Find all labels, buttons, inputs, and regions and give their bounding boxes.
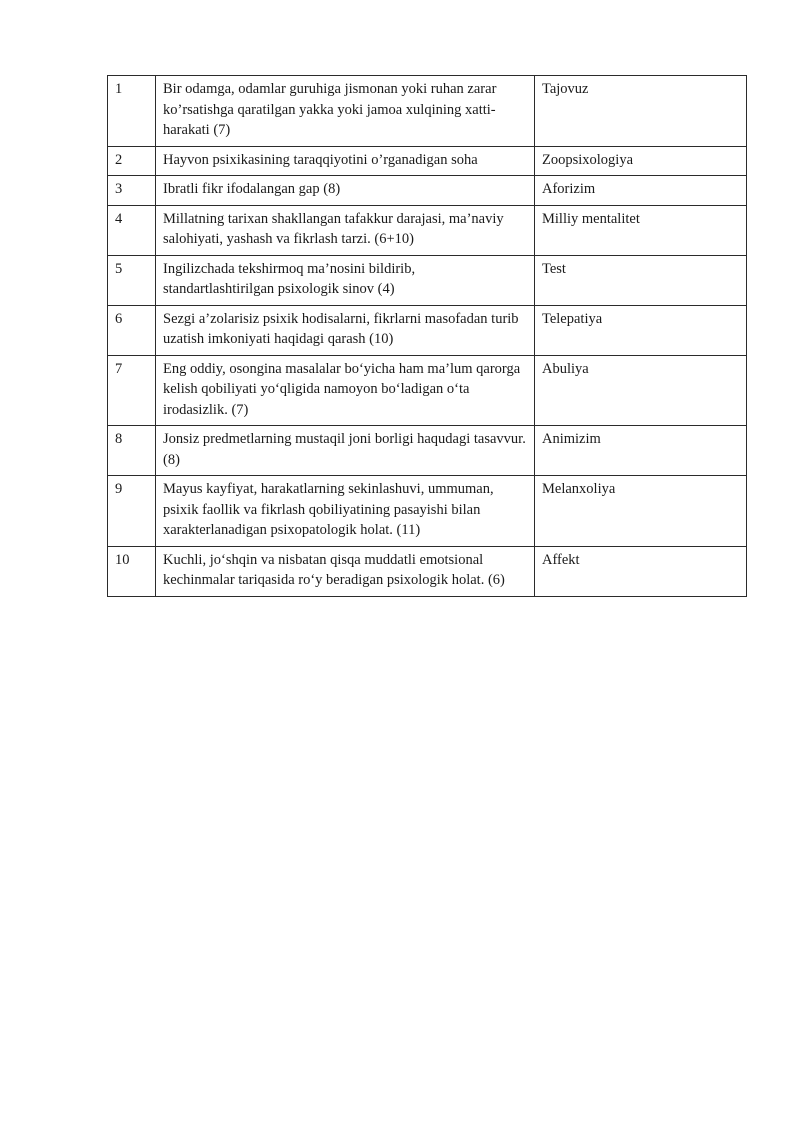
table-row <box>108 426 747 476</box>
table-row <box>108 176 747 206</box>
table-row <box>108 355 747 426</box>
row-number-cell: 9 <box>108 476 156 547</box>
description-cell: Hayvon psixikasining taraqqiyotini o’rganadigan soha <box>156 146 535 176</box>
row-number-cell: 4 <box>108 205 156 255</box>
answer-cell: Melanxoliya <box>535 476 747 547</box>
description-cell: Mayus kayfiyat, harakatlarning sekinlashuvi, ummuman, psixik faollik va fikrlash qobiliyatining pasayishi bilan xarakterlanadigan psixopatologik holat. (11) <box>156 476 535 547</box>
row-number-cell: 5 <box>108 255 156 305</box>
description-cell: Ibratli fikr ifodalangan gap (8) <box>156 176 535 206</box>
answer-cell: Aforizim <box>535 176 747 206</box>
answer-cell: Milliy mentalitet <box>535 205 747 255</box>
answer-cell: Telepatiya <box>535 305 747 355</box>
table-row <box>108 305 747 355</box>
description-cell: Ingilizchada tekshirmoq ma’nosini bildirib, standartlashtirilgan psixologik sinov (4) <box>156 255 535 305</box>
description-cell: Bir odamga, odamlar guruhiga jismonan yoki ruhan zarar ko’rsatishga qaratilgan yakka yoki jamoa xulqining xatti-harakati (7) <box>156 76 535 147</box>
answer-cell: Tajovuz <box>535 76 747 147</box>
description-cell: Kuchli, joʻshqin va nisbatan qisqa muddatli emotsional kechinmalar tariqasida roʻy beradigan psixologik holat. (6) <box>156 546 535 596</box>
description-cell: Sezgi a’zolarisiz psixik hodisalarni, fikrlarni masofadan turib uzatish imkoniyati haqidagi qarash (10) <box>156 305 535 355</box>
answer-cell: Affekt <box>535 546 747 596</box>
description-cell: Jonsiz predmetlarning mustaqil joni borligi haqudagi tasavvur. (8) <box>156 426 535 476</box>
answer-cell: Zoopsixologiya <box>535 146 747 176</box>
description-cell: Eng oddiy, osongina masalalar boʻyicha ham ma’lum qarorga kelish qobiliyati yoʻqligida namoyon boʻladigan oʻta irodasizlik. (7) <box>156 355 535 426</box>
answer-cell: Animizim <box>535 426 747 476</box>
answer-cell: Abuliya <box>535 355 747 426</box>
row-number-cell: 3 <box>108 176 156 206</box>
answer-cell: Test <box>535 255 747 305</box>
table-row <box>108 255 747 305</box>
table-row <box>108 146 747 176</box>
row-number-cell: 10 <box>108 546 156 596</box>
row-number-cell: 8 <box>108 426 156 476</box>
row-number-cell: 1 <box>108 76 156 147</box>
table-row <box>108 205 747 255</box>
table-row <box>108 76 747 147</box>
row-number-cell: 2 <box>108 146 156 176</box>
table-row <box>108 476 747 547</box>
row-number-cell: 6 <box>108 305 156 355</box>
row-number-cell: 7 <box>108 355 156 426</box>
definitions-table <box>107 75 747 597</box>
description-cell: Millatning tarixan shakllangan tafakkur darajasi, ma’naviy salohiyati, yashash va fikrlash tarzi. (6+10) <box>156 205 535 255</box>
table-row <box>108 546 747 596</box>
